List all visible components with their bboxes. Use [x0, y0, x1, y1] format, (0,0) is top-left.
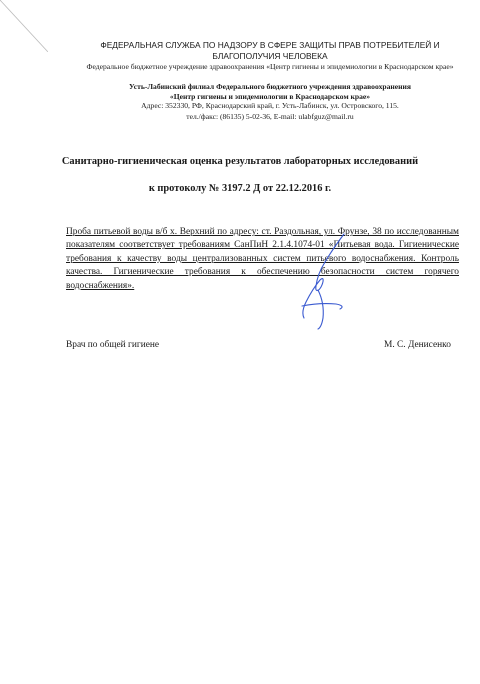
- assessment-paragraph: Проба питьевой воды в/б х. Верхний по адресу: ст. Раздольная, ул. Фрунзе, 38 по исследованным показателям соответствует требованиям СанПиН 2.1.4.1074-01 «Питьевая вода. Гигиенические требования к качеству воды централизованных систем питьевого водоснабжения. Контроль качества. Гигиенические требования к обеспечению безопасности систем горячего водоснабжения».: [66, 227, 459, 291]
- document-title: Санитарно-гигиеническая оценка результатов лабораторных исследований: [61, 156, 419, 167]
- branch-name: [70, 82, 470, 102]
- signatory-name: М. С. Денисенко: [384, 340, 451, 350]
- institution-name: Федеральное бюджетное учреждение здравоохранения «Центр гигиены и эпидемиологии в Краснодарском крае»: [86, 62, 454, 71]
- handwritten-signature: [298, 232, 348, 330]
- branch-name-line2: «Центр гигиены и эпидемиологии в Краснодарском крае»: [169, 92, 371, 101]
- protocol-reference: к протоколу № 3197.2 Д от 22.12.2016 г.: [148, 183, 332, 194]
- folded-corner-mark: [0, 0, 48, 52]
- phone-line: тел./факс: (86135) 5-02-36, E-mail: ulabfguz@mail.ru: [186, 112, 354, 121]
- branch-name-line1: Усть-Лабинский филиал Федерального бюджетного учреждения здравоохранения: [128, 82, 412, 91]
- signatory-role: Врач по общей гигиене: [66, 340, 160, 350]
- address-line: Адрес: 352330, РФ, Краснодарский край, г. Усть-Лабинск, ул. Островского, 115.: [141, 101, 399, 110]
- agency-name: ФЕДЕРАЛЬНАЯ СЛУЖБА ПО НАДЗОРУ В СФЕРЕ ЗАЩИТЫ ПРАВ ПОТРЕБИТЕЛЕЙ И БЛАГОПОЛУЧИЯ ЧЕЛОВЕКА: [100, 40, 440, 61]
